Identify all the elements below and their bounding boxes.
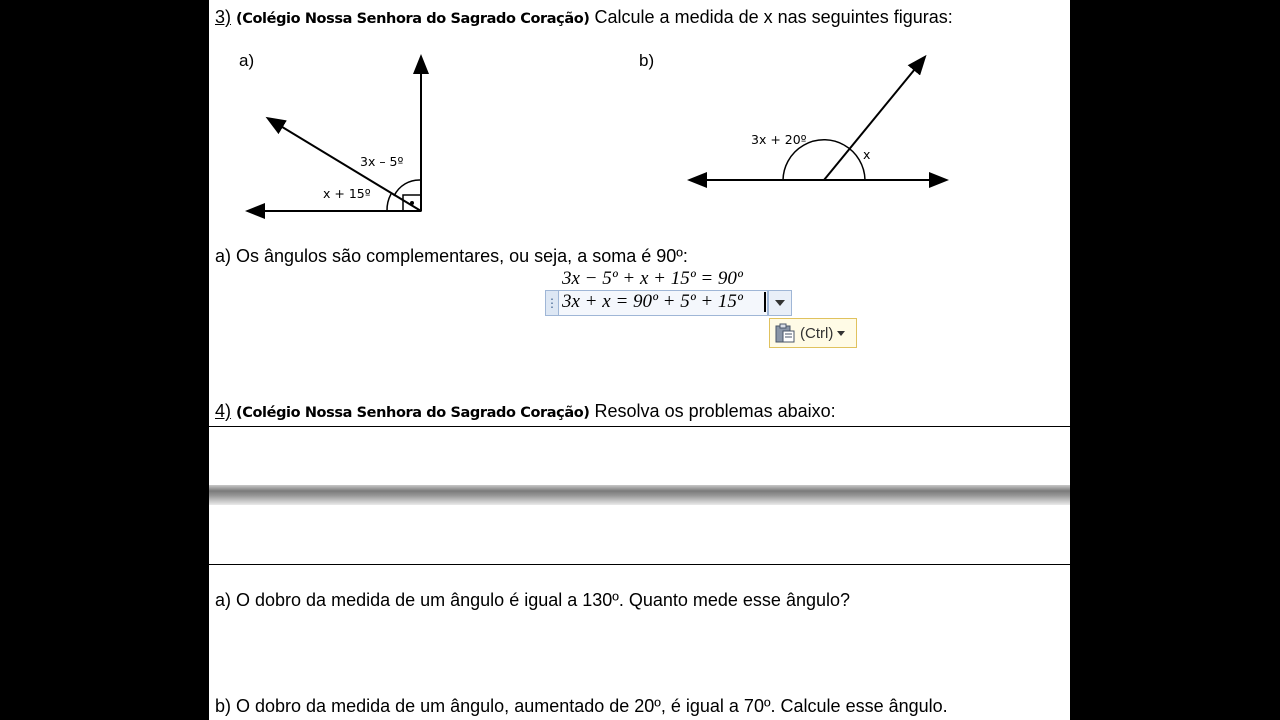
equation-1: 3x − 5º + x + 15º = 90º	[562, 268, 743, 289]
question-4-heading	[215, 401, 836, 422]
equation-2[interactable]: 3x + x = 90º + 5º + 15º	[562, 291, 743, 312]
page-top-border	[209, 564, 1070, 565]
paste-options-label: (Ctrl)	[800, 324, 834, 342]
figure-b-label: b)	[639, 51, 655, 70]
question-4-prompt: Resolva os problemas abaixo:	[594, 401, 836, 421]
chevron-down-icon	[775, 300, 785, 306]
angle-arc-top	[394, 180, 421, 196]
page-bottom-border	[209, 426, 1070, 427]
problem-b: b) O dobro da medida de um ângulo, aumentado de 20º, é igual a 70º. Calcule esse ângulo.	[215, 696, 948, 716]
question-3-source: (Colégio Nossa Senhora do Sagrado Coração)	[236, 11, 590, 27]
question-3-number: 3)	[215, 7, 232, 27]
equation-2-box[interactable]	[558, 290, 768, 316]
text-cursor	[764, 292, 766, 312]
question-4-number: 4)	[215, 401, 232, 421]
question-4-source: (Colégio Nossa Senhora do Sagrado Coração)	[236, 405, 590, 421]
equation-options-dropdown[interactable]	[768, 290, 792, 316]
solution-a-text: a) Os ângulos são complementares, ou seja, a soma é 90º:	[215, 246, 688, 266]
chevron-down-icon	[837, 331, 845, 336]
angle-arc-bottom	[387, 194, 391, 211]
figure-a-angle-top: 3x – 5º	[360, 154, 404, 169]
figure-b-angle-right: x	[863, 147, 871, 162]
paste-options-button[interactable]	[769, 318, 857, 348]
problem-a: a) O dobro da medida de um ângulo é igual a 130º. Quanto mede esse ângulo?	[215, 590, 851, 610]
question-3-prompt: Calcule a medida de x nas seguintes figuras:	[594, 7, 953, 27]
right-angle-dot	[410, 201, 414, 205]
figure-a-label: a)	[239, 51, 255, 70]
clipboard-icon	[774, 323, 796, 343]
figure-a-angle-bottom: x + 15º	[323, 186, 371, 201]
figure-b-angle-left: 3x + 20º	[751, 132, 807, 147]
question-3-heading	[215, 7, 953, 28]
page-separator	[209, 485, 1070, 505]
document-page[interactable]	[209, 0, 1070, 720]
equation-handle[interactable]: ⋮	[545, 290, 559, 316]
ray-oblique	[824, 58, 924, 180]
figure-b-diagram	[679, 50, 959, 190]
